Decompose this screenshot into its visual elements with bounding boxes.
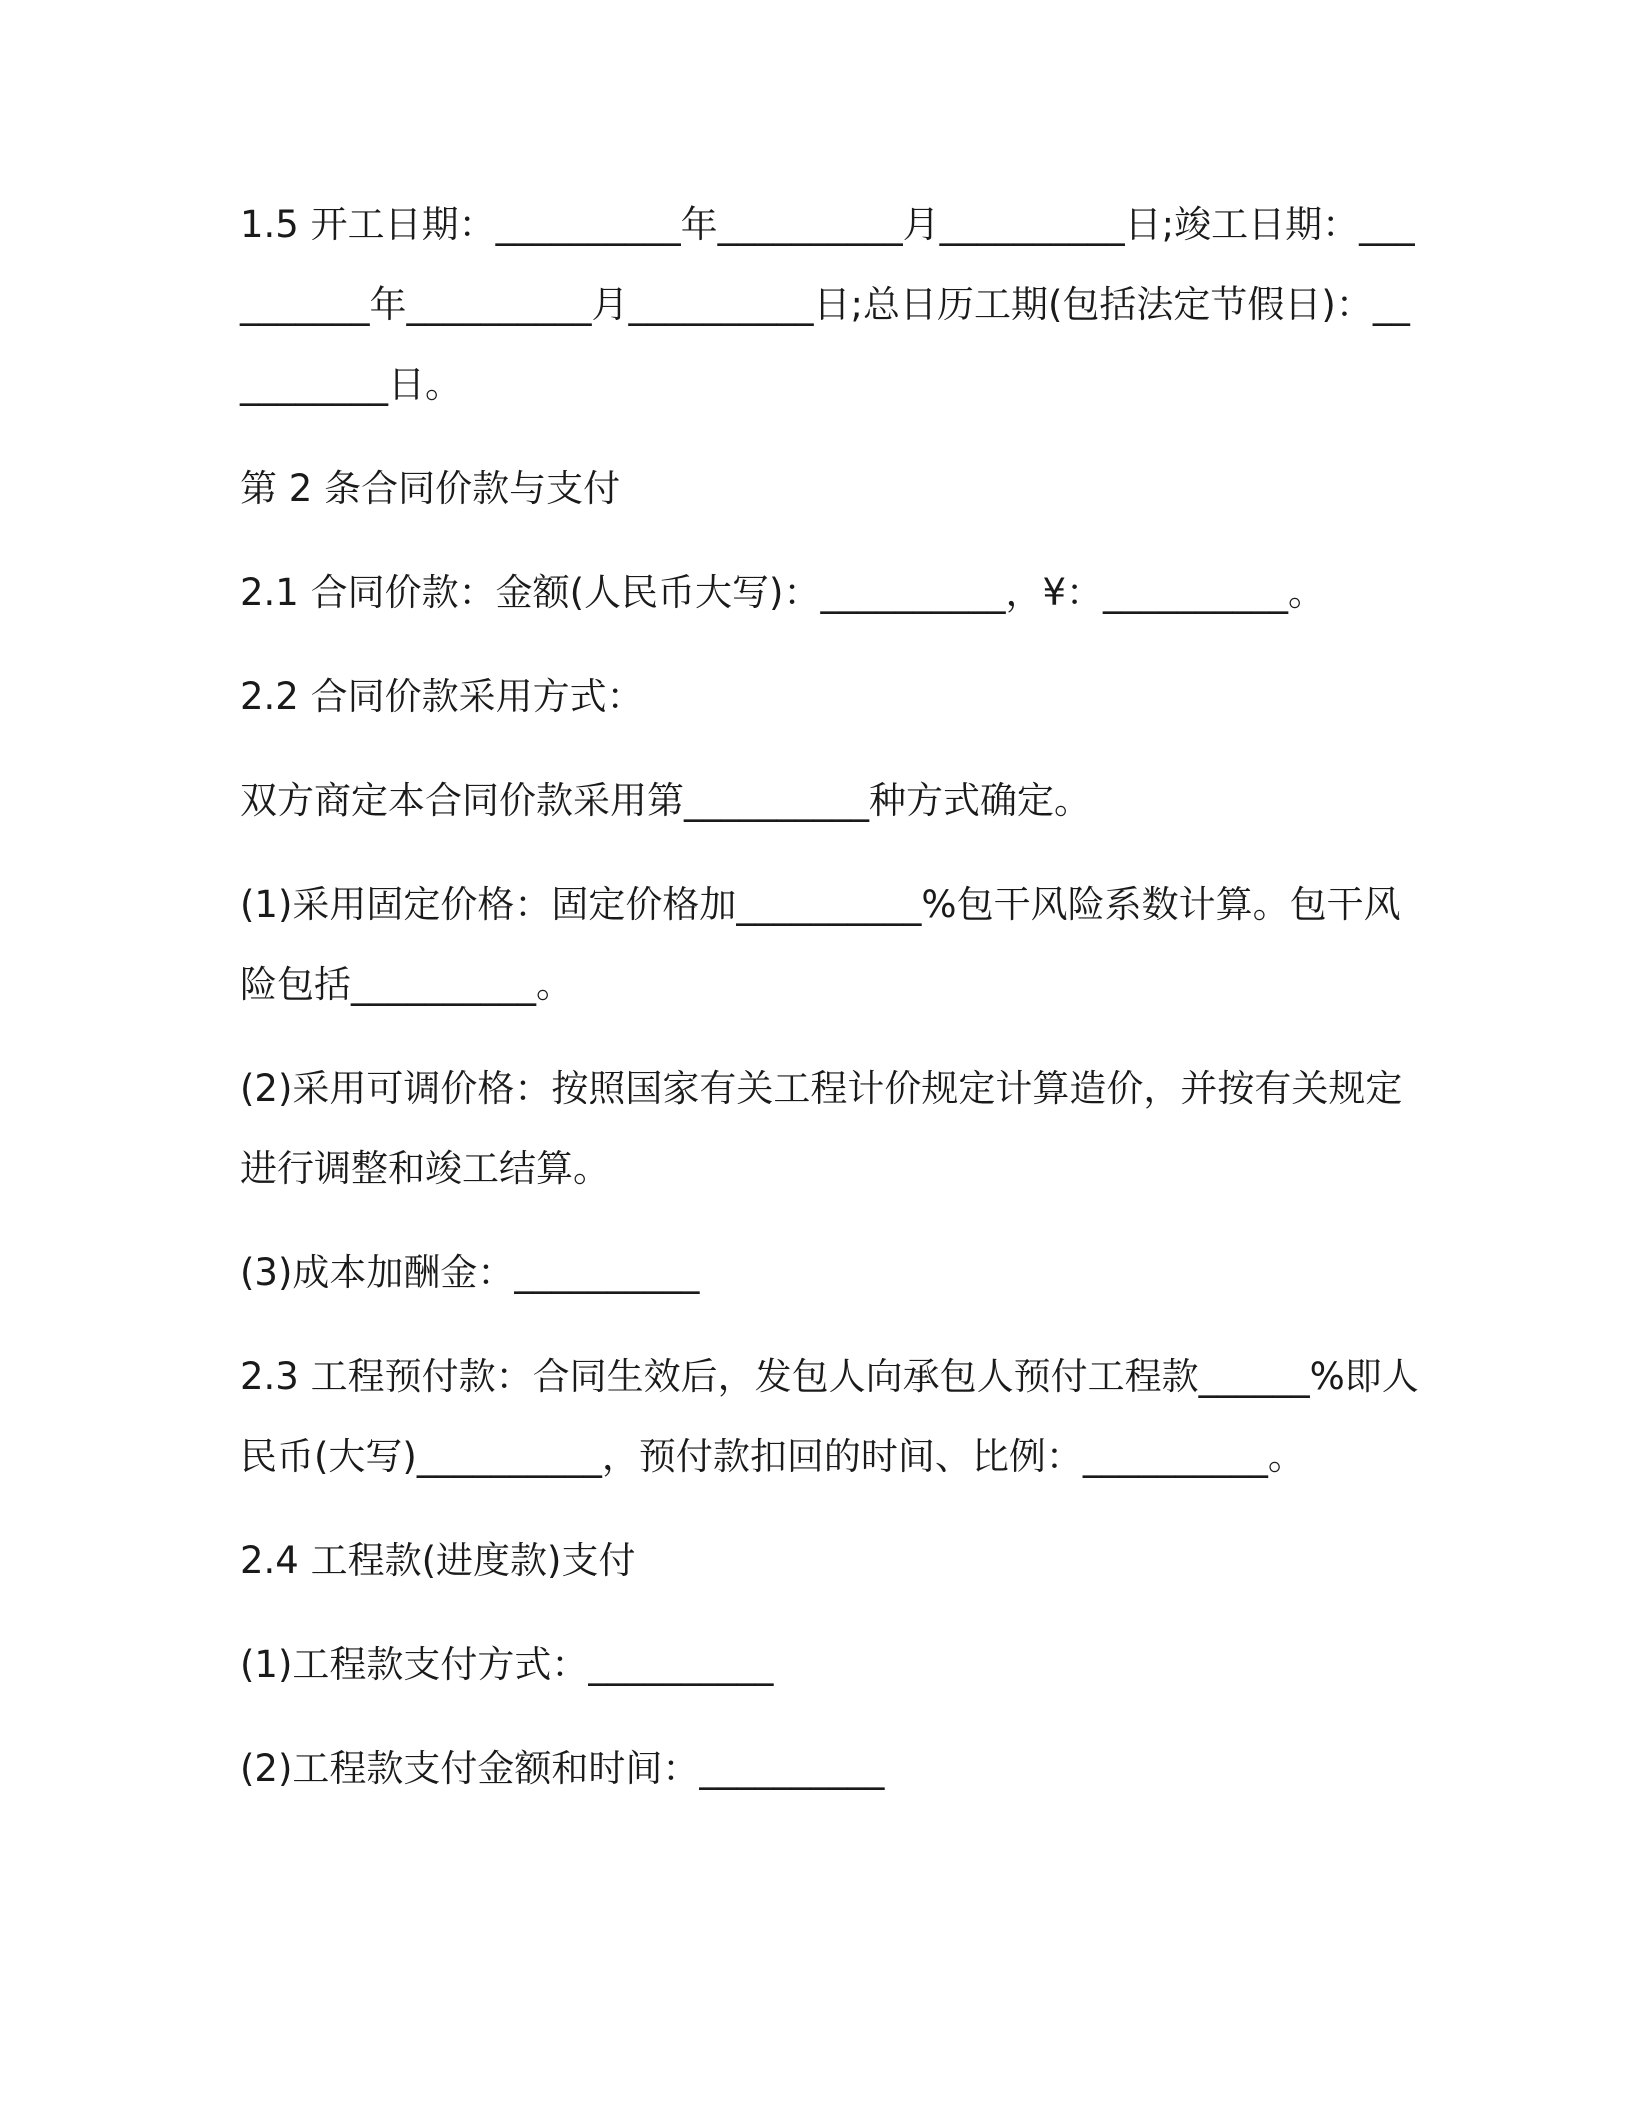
option-3-cost-plus: (3)成本加酬金：__________ bbox=[240, 1251, 700, 1294]
spacer bbox=[240, 1025, 1420, 1049]
clause-2-4-heading: 2.4 工程款(进度款)支付 bbox=[240, 1539, 636, 1582]
spacer bbox=[240, 1705, 1420, 1729]
clause-2-4-2-payment-amount-time: (2)工程款支付金额和时间：__________ bbox=[240, 1747, 885, 1790]
clause-2-2-method-choice: 双方商定本合同价款采用第__________种方式确定。 bbox=[240, 779, 1091, 822]
spacer bbox=[240, 841, 1420, 865]
spacer bbox=[240, 737, 1420, 761]
option-1-fixed-price: (1)采用固定价格：固定价格加__________%包干风险系数计算。包干风险包括__________。 bbox=[240, 883, 1401, 1006]
option-2-adjustable-price: (2)采用可调价格：按照国家有关工程计价规定计算造价，并按有关规定进行调整和竣工结算。 bbox=[240, 1067, 1403, 1190]
article-2-heading: 第 2 条合同价款与支付 bbox=[240, 467, 621, 510]
clause-2-4-1-payment-method: (1)工程款支付方式：__________ bbox=[240, 1643, 774, 1686]
clause-2-2-heading: 2.2 合同价款采用方式： bbox=[240, 675, 644, 718]
spacer bbox=[240, 1313, 1420, 1337]
document-page bbox=[240, 185, 1420, 1809]
spacer bbox=[240, 425, 1420, 449]
clause-2-3-advance-payment: 2.3 工程预付款：合同生效后，发包人向承包人预付工程款______%即人民币(大写)__________，预付款扣回的时间、比例：__________。 bbox=[240, 1355, 1419, 1478]
spacer bbox=[240, 633, 1420, 657]
spacer bbox=[240, 529, 1420, 553]
spacer bbox=[240, 1497, 1420, 1521]
clause-2-1-contract-price: 2.1 合同价款：金额(人民币大写)：__________，¥：__________。 bbox=[240, 571, 1326, 614]
spacer bbox=[240, 1209, 1420, 1233]
spacer bbox=[240, 1601, 1420, 1625]
clause-1-5-dates: 1.5 开工日期：__________年__________月__________日;竣工日期：__________年__________月__________日;总日历工期(包括法定节假日)：__________日。 bbox=[240, 203, 1415, 406]
